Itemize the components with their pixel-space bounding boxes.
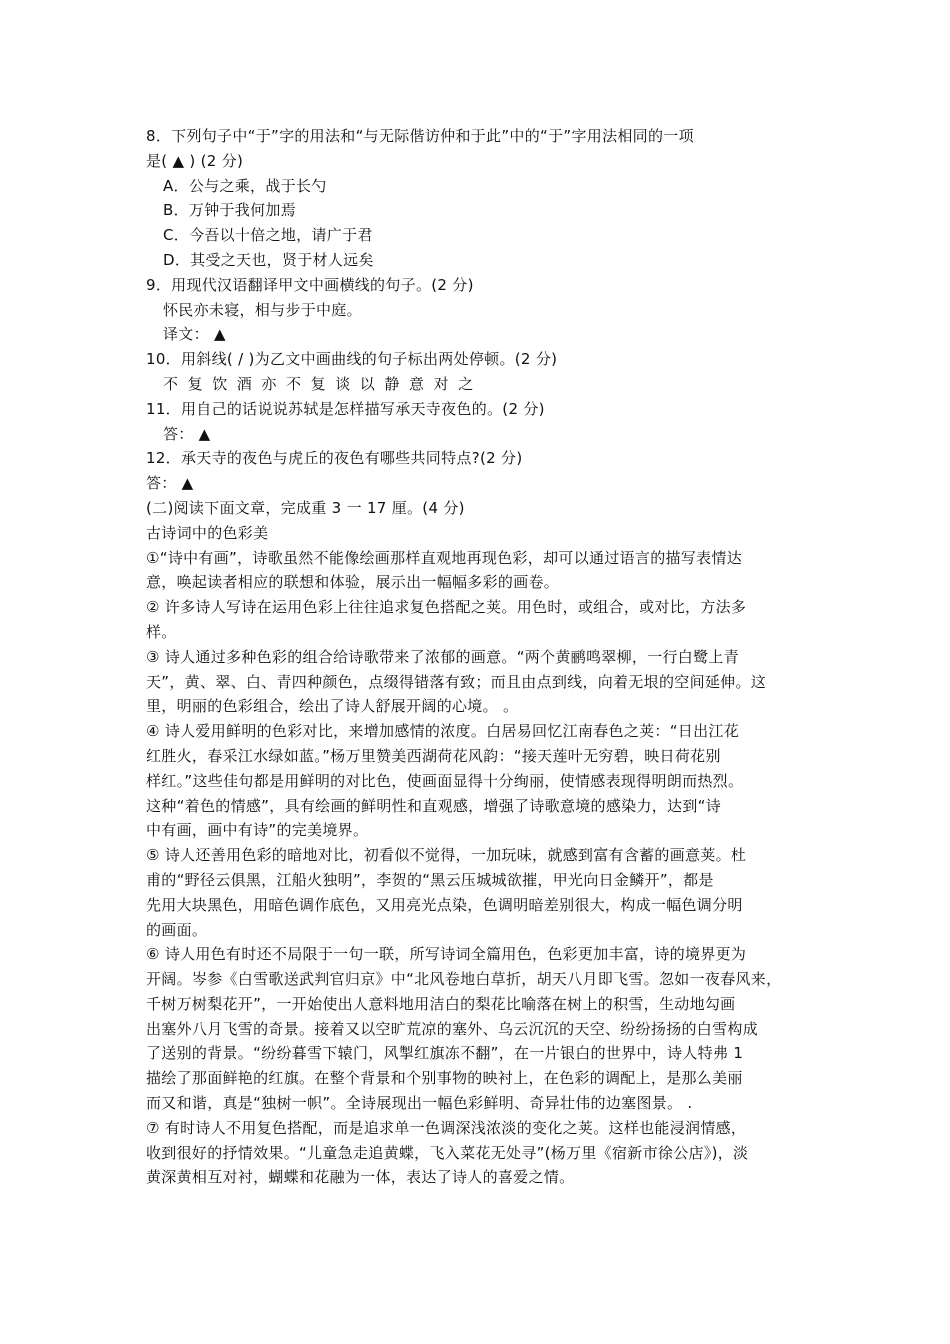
text-line: A．公与之乘，战于长勺 (163, 176, 327, 195)
text-line: 8．下列句子中“于”字的用法和“与无际偕访仲和于此”中的“于”字用法相同的一项 (146, 127, 694, 145)
text-line: 黄深黄相互对衬，蝴蝶和花融为一体，表达了诗人的喜爱之情。 (146, 1168, 575, 1187)
text-line: 意，唤起读者相应的联想和体验，展示出一幅幅多彩的画卷。 (146, 573, 560, 592)
text-line: 9．用现代汉语翻译甲文中画横线的句子。(2 分) (146, 275, 474, 294)
text-line: ④ 诗人爱用鲜明的色彩对比，来增加感情的浓度。白居易回忆江南春色之荚：“日出江花 (146, 722, 739, 741)
text-line: 里，明丽的色彩组合，绘出了诗人舒展开阔的心境。 。 (146, 697, 519, 716)
text-line: ①“诗中有画”，诗歌虽然不能像绘画那样直观地再现色彩，却可以通过语言的描写表情达 (146, 548, 742, 567)
text-line: 的画面。 (146, 920, 208, 939)
text-line: 而又和谐，真是“独树一帜”。全诗展现出一幅色彩鲜明、奇异壮伟的边塞图景。 . (146, 1094, 693, 1113)
text-line: 答： ▲ (163, 424, 211, 443)
text-line: 12．承天寺的夜色与虎丘的夜色有哪些共同特点?(2 分) (146, 449, 523, 468)
text-line: 答： ▲ (146, 474, 194, 493)
text-line: 这种“着色的情感”，具有绘画的鲜明性和直观感，增强了诗歌意境的感染力，达到“诗 (146, 796, 722, 815)
text-line: 是( ▲ ) (2 分) (146, 151, 244, 170)
text-line: 红胜火，春采江水绿如蓝。”杨万里赞美西湖荷花风韵：“接天莲叶无穷碧，映日荷花别 (146, 746, 721, 765)
text-line: 开阔。岑参《白雪歌送武判官归京》中“北风卷地白草折，胡天八月即飞雪。忽如一夜春风来， (146, 970, 782, 989)
text-line: 译文： ▲ (163, 325, 226, 344)
text-line: 了送别的背景。“纷纷暮雪下辕门，风掣红旗冻不翻”，在一片银白的世界中，诗人特弗 1 (146, 1044, 744, 1063)
text-line: D．其受之天也，贤于材人远矣 (163, 250, 374, 269)
text-line: ⑦ 有时诗人不用复色搭配，而是追求单一色调深浅浓淡的变化之荚。这样也能浸润情感， (146, 1118, 747, 1137)
text-line: 样红。”这些佳句都是用鲜明的对比色，使画面显得十分绚丽，使情感表现得明朗而热烈。 (146, 771, 744, 790)
text-line: 出塞外八月飞雪的奇景。接着又以空旷荒凉的塞外、乌云沉沉的天空、纷纷扬扬的白雪构成 (146, 1019, 759, 1038)
text-line: 千树万树梨花开”，一开始使出人意料地用洁白的梨花比喻落在树上的积雪，生动地勾画 (146, 994, 736, 1013)
text-line: 怀民亦未寝，相与步于中庭。 (163, 300, 362, 319)
text-line: 中有画，画中有诗”的完美境界。 (146, 821, 369, 840)
text-line: 样。 (146, 622, 177, 641)
text-line: (二)阅读下面文章，完成重 3 一 17 厘。(4 分) (146, 498, 465, 517)
text-line: 10．用斜线( / )为乙文中画曲线的句子标出两处停顿。(2 分) (146, 350, 558, 369)
text-line: 收到很好的抒情效果。“儿童急走追黄蝶，飞入菜花无处寻”(杨万里《宿新市徐公店》)，淡 (146, 1143, 749, 1162)
text-line: ⑥ 诗人用色有时还不局限于一句一联，所写诗词全篇用色，色彩更加丰富，诗的境界更为 (146, 945, 747, 964)
text-line: ③ 诗人通过多种色彩的组合给诗歌带来了浓郁的画意。“两个黄鹂鸣翠柳，一行白鹭上青 (146, 647, 739, 666)
text-line: ② 许多诗人写诗在运用色彩上往往追求复色搭配之荚。用色时，或组合，或对比，方法多 (146, 598, 747, 617)
text-line: 天”，黄、翠、白、青四种颜色，点缀得错落有致；而且由点到线，向着无垠的空间延伸。这 (146, 672, 767, 691)
text-line: C．今吾以十倍之地，请广于君 (163, 226, 373, 245)
text-line: 先用大块黑色，用暗色调作底色，又用亮光点染，色调明暗差别很大，构成一幅色调分明 (146, 895, 743, 914)
text-line: 古诗词中的色彩美 (146, 523, 269, 542)
text-line: B．万钟于我何加焉 (163, 201, 296, 220)
document-page (146, 124, 816, 1190)
text-line: 描绘了那面鲜艳的红旗。在整个背景和个别事物的映衬上，在色彩的调配上，是那么美丽 (146, 1069, 743, 1088)
text-line: ⑤ 诗人还善用色彩的暗地对比，初看似不觉得，一加玩味，就感到富有含蓄的画意荚。杜 (146, 846, 747, 865)
text-line: 甫的“野径云俱黑，江船火独明”，李贺的“黑云压城城欲摧，甲光向日金鳞开”，都是 (146, 870, 714, 889)
text-line: 不复饮酒亦不复谈以静意对之 (163, 374, 483, 393)
text-line: 11．用自己的话说说苏轼是怎样描写承天寺夜色的。(2 分) (146, 399, 545, 418)
